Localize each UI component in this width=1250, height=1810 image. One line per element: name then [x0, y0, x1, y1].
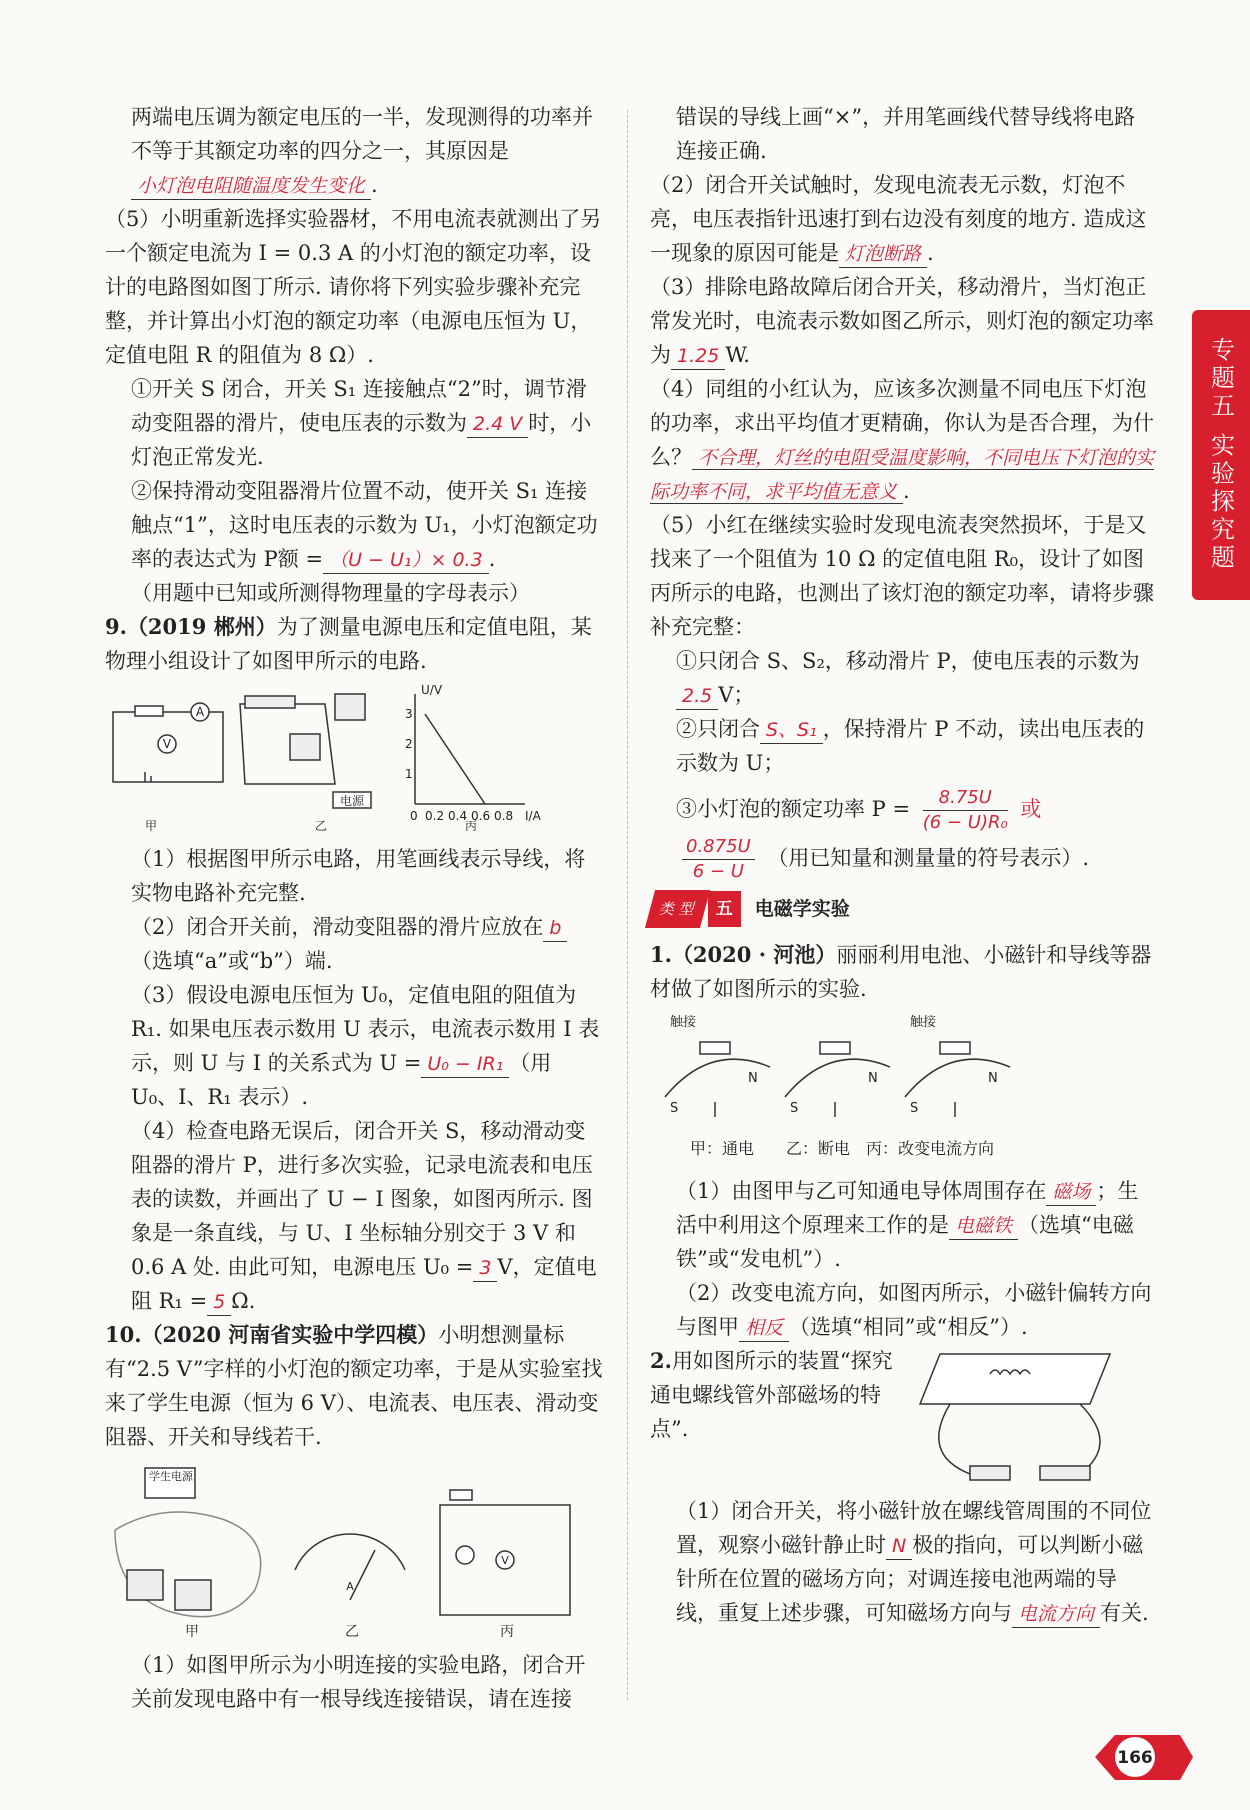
question-1: 1.（2020 · 河池）丽丽利用电池、小磁针和导线等器材做了如图所示的实验. [650, 942, 1152, 1001]
svg-text:N: N [748, 1071, 758, 1086]
svg-text:S: S [790, 1101, 799, 1116]
real-rheostat [245, 696, 295, 708]
svg-text:V: V [162, 737, 172, 751]
svg-text:触接: 触接 [910, 1015, 937, 1030]
paragraph: （1）根据图甲所示电路，用笔画线表示导线，将实物电路补充完整. [131, 847, 586, 905]
paragraph: （1）由图甲与乙可知通电导体周围存在 磁场 ；生活中利用这个原理来工作的是 电磁铁 （选填“电磁铁”或“发电机”）. [676, 1179, 1139, 1271]
answer-blank: 磁场 [1046, 1179, 1096, 1206]
formula-fraction-2: $\frac{0.875U}{6 - U}$ [682, 835, 755, 884]
answer-blank: 3 [473, 1255, 497, 1282]
paragraph: （4）同组的小红认为，应该多次测量不同电压下灯泡的功率，求出平均值才更精确，你认为是否合理，为什么？ 不合理，灯丝的电阻受温度影响，不同电压下灯泡的实际功率不同，求平均值无意义 . [650, 377, 1155, 503]
svg-text:电源: 电源 [339, 794, 365, 808]
paragraph: ②只闭合 S、S₁ ，保持滑片 P 不动，读出电压表的示数为 U； [676, 717, 1145, 775]
answer-blank: 1.25 [671, 343, 725, 370]
paragraph: （用题中已知或所测得物理量的字母表示） [131, 581, 530, 605]
paragraph: （3）排除电路故障后闭合开关，移动滑片，当灯泡正常发光时，电流表示数如图乙所示，则灯泡的额定功率为 1.25 W. [650, 270, 1155, 372]
q10-circuit-figure [105, 1460, 605, 1640]
svg-text:V: V [501, 1554, 509, 1567]
paragraph: 错误的导线上画“×”，并用笔画线代替导线将电路连接正确. [676, 105, 1136, 163]
answer-blank: 不合理，灯丝的电阻受温度影响，不同电压下灯泡的实际功率不同，求平均值无意义 [650, 447, 1155, 503]
svg-text:A: A [346, 1580, 354, 1593]
page-number-badge [1085, 1730, 1195, 1785]
answer-blank: 5 [207, 1289, 231, 1316]
ammeter-dial-arc [295, 1534, 405, 1570]
rheostat-symbol [135, 706, 163, 716]
svg-text:0.2: 0.2 [425, 809, 445, 823]
question-9: 9.（2019 郴州）为了测量电源电压和定值电阻，某物理小组设计了如图甲所示的电路. [105, 614, 592, 673]
battery-bing [940, 1042, 970, 1054]
paragraph: ①开关 S 闭合，开关 S₁ 连接触点“2”时，调节滑动变阻器的滑片，使电压表的示数为 2.4 V 时，小灯泡正常发光. [131, 377, 592, 469]
real-meter-2 [175, 1580, 211, 1610]
r0-symbol [450, 1490, 472, 1500]
answer-blank: 相反 [739, 1315, 789, 1342]
paragraph: （2）闭合开关前，滑动变阻器的滑片应放在 b（选填“a”或“b”）端. [105, 910, 605, 978]
battery-jia [700, 1042, 730, 1054]
svg-text:N: N [988, 1071, 998, 1086]
figure-caption: 甲：通电 乙：断电 丙：改变电流方向 [690, 1139, 995, 1158]
answer-blank: N [886, 1533, 912, 1560]
q9-circuit-figure [105, 684, 605, 834]
answer-blank: （U − U₁）× 0.3 [323, 547, 489, 574]
paragraph: （1）闭合开关，将小磁针放在螺线管周围的不同位置，观察小磁针静止时 N 极的指向，可以判断小磁针所在位置的磁场方向；对调连接电池两端的导线，重复上述步骤，可知磁场方向与 电流方向 有关. [650, 1494, 1155, 1630]
svg-text:U/V: U/V [421, 684, 443, 697]
paragraph: ①只闭合 S、S₂，移动滑片 P，使电压表的示数为2.5 V； [650, 644, 1155, 712]
paragraph: $\frac{0.875U}{6 - U}$ （用已知量和测量量的符号表示）. [650, 835, 1155, 884]
paragraph: （3）假设电源电压恒为 U₀，定值电阻的阻值为 R₁. 如果电压表示数用 U 表示，电流表示数用 I 表示，则 U 与 I 的关系式为 U = U₀ − IR₁ （用 U₀、I、R₁ 表示）. [131, 983, 600, 1109]
q1-figure [650, 1012, 1155, 1166]
lamp-symbol [456, 1546, 474, 1564]
battery [1040, 1466, 1090, 1480]
svg-text:S: S [910, 1101, 919, 1116]
svg-text:甲: 甲 [185, 1624, 199, 1640]
section-title: 电磁学实验 [754, 898, 850, 920]
svg-text:N: N [868, 1071, 878, 1086]
svg-text:166: 166 [1117, 1748, 1153, 1768]
q9-figures [105, 684, 605, 834]
svg-text:丙: 丙 [500, 1624, 514, 1640]
svg-text:甲: 甲 [145, 819, 158, 833]
compass-experiment-figure [650, 1012, 1030, 1132]
paragraph: ③小灯泡的额定功率 P = $\frac{8.75U}{\text{(6 − U)R₀}}$ 或 [676, 787, 1042, 833]
question-2: 2.用如图所示的装置“探究通电螺线管外部磁场的特点”. [650, 1348, 893, 1441]
paragraph: ②保持滑动变阻器滑片位置不动，使开关 S₁ 连接触点“1”，这时电压表的示数为 U₁，小灯泡额定功率的表达式为 P额 = （U − U₁）× 0.3 . [105, 474, 605, 576]
solenoid-figure [910, 1344, 1130, 1494]
svg-text:0.6: 0.6 [471, 809, 491, 823]
column-divider [627, 110, 628, 1700]
svg-text:0: 0 [410, 809, 418, 823]
q10-figures [105, 1460, 605, 1640]
real-meter-a [335, 694, 365, 720]
svg-text:0.4: 0.4 [448, 809, 468, 823]
question-2-block [650, 1344, 1155, 1494]
svg-text:1: 1 [405, 767, 413, 781]
wire-left [939, 1404, 970, 1474]
answer-blank: U₀ − IR₁ [421, 1051, 509, 1078]
answer-blank: 小灯泡电阻随温度发生变化 [131, 173, 371, 200]
answer-blank: b [543, 915, 567, 942]
real-meter-v [290, 734, 320, 760]
answer-blank: 2.4 V [467, 411, 528, 438]
left-column [105, 100, 605, 1716]
svg-text:3: 3 [405, 707, 413, 721]
svg-text:触接: 触接 [670, 1015, 697, 1030]
answer-blank: 灯泡断路 [839, 241, 927, 268]
paragraph: （5）小红在继续实验时发现电流表突然损坏，于是又找来了一个阻值为 10 Ω 的定值电阻 R₀，设计了如图丙所示的电路，也测出了该灯泡的额定功率，请将步骤补充完整： [650, 513, 1154, 639]
paragraph: 两端电压调为额定电压的一半，发现测得的功率并不等于其额定功率的四分之一，其原因是 [131, 105, 593, 163]
svg-text:0.8: 0.8 [494, 809, 514, 823]
svg-text:学生电源: 学生电源 [149, 1470, 193, 1483]
answer-blank: 2.5 [676, 683, 718, 710]
chapter-side-tab: 专题五 实验探究题 [1192, 310, 1250, 600]
right-column [650, 100, 1155, 1630]
real-meter-1 [127, 1570, 163, 1600]
type-badge: 类 型 [645, 890, 710, 928]
answer-line: 小灯泡电阻随温度发生变化 . [105, 168, 605, 202]
svg-text:A: A [195, 705, 205, 719]
u-i-graph-line [425, 714, 485, 804]
battery-yi [820, 1042, 850, 1054]
answer-blank: S、S₁ [760, 717, 823, 744]
type-number: 五 [708, 891, 741, 927]
formula-fraction-1: $\frac{8.75U}{\text{(6 − U)R₀}}$ [922, 787, 1008, 833]
switch [970, 1466, 1010, 1480]
svg-text:乙: 乙 [345, 1624, 359, 1640]
svg-text:2: 2 [405, 737, 413, 751]
answer-blank: 电磁铁 [949, 1213, 1018, 1240]
section-type-header [650, 890, 1155, 928]
question-10: 10.（2020 河南省实验中学四模）小明想测量标有“2.5 V”字样的小灯泡的额定功率，于是从实验室找来了学生电源（恒为 6 V）、电流表、电压表、滑动变阻器、开关和导线若干. [105, 1322, 603, 1449]
paragraph: （1）如图甲所示为小明连接的实验电路，闭合开关前发现电路中有一根导线连接错误，请在连接 [131, 1653, 586, 1711]
paragraph: （4）检查电路无误后，闭合开关 S，移动滑动变阻器的滑片 P，进行多次实验，记录电流表和电压表的读数，并画出了 U − I 图象，如图丙所示. 图象是一条直线，与 U、I 坐标轴分别交于 3 V 和 0.6 A 处. 由此可知，电源电压 U₀ = 3 V，定值电阻 R₁ = 5 Ω. [105, 1114, 605, 1318]
svg-text:丙: 丙 [465, 819, 478, 833]
answer-blank: 电流方向 [1012, 1601, 1100, 1628]
board [920, 1354, 1110, 1404]
svg-text:乙: 乙 [315, 819, 328, 833]
wire-right [1080, 1404, 1100, 1474]
svg-text:I/A: I/A [525, 809, 541, 823]
svg-text:S: S [670, 1101, 679, 1116]
paragraph: （2）闭合开关试触时，发现电流表无示数，灯泡不亮，电压表指针迅速打到右边没有刻度的地方. 造成这一现象的原因可能是 灯泡断路 . [650, 168, 1155, 270]
paragraph: （5）小明重新选择实验器材，不用电流表就测出了另一个额定电流为 I = 0.3 A 的小灯泡的额定功率，设计的电路图如图丁所示. 请你将下列实验步骤补充完整，并计算出小灯泡的额定功率（电源电压恒为 U，定值电阻 R 的阻值为 8 Ω）. [105, 207, 602, 367]
paragraph: （2）改变电流方向，如图丙所示，小磁针偏转方向与图甲 相反 （选填“相同”或“相反”）. [650, 1276, 1155, 1344]
